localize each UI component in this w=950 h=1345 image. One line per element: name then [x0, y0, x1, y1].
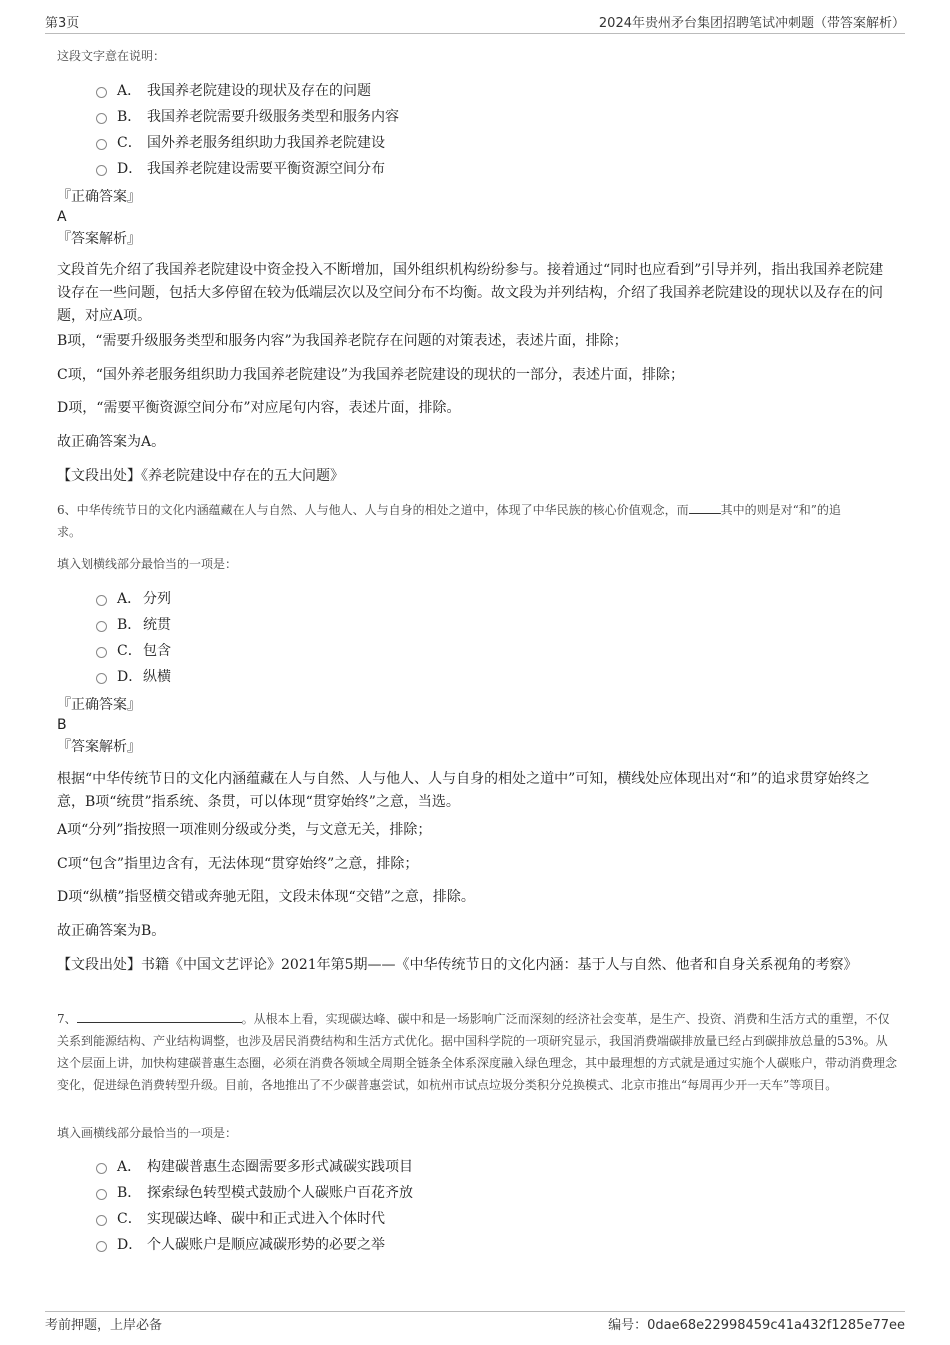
- q5-analysis-paragraph: C项，“国外养老服务组织助力我国养老院建设”为我国养老院建设的现状的一部分，表述片面，排除；: [57, 367, 685, 383]
- option-text: 包含: [143, 643, 171, 659]
- option-text: 国外养老服务组织助力我国养老院建设: [147, 135, 385, 151]
- document-code: [608, 1314, 905, 1333]
- option-text: 我国养老院建设需要平衡资源空间分布: [147, 161, 385, 177]
- q7-option-b[interactable]: [96, 1182, 413, 1202]
- option-text: 构建碳普惠生态圈需要多形式减碳实践项目: [147, 1159, 413, 1175]
- q5-analysis-paragraph: B项，“需要升级服务类型和服务内容”为我国养老院存在问题的对策表述，表述片面，排除；: [57, 333, 628, 349]
- q6-source: 【文段出处】书籍《中国文艺评论》2021年第5期——《中华传统节日的文化内涵：基于人与自然、他者和自身关系视角的考察》: [57, 957, 858, 973]
- q5-option-b[interactable]: [96, 106, 399, 126]
- q6-stem-before: 6、中华传统节日的文化内涵蕴藏在人与自然、人与他人、人与自身的相处之道中，体现了中华民族的核心价值观念，而: [57, 503, 689, 517]
- option-letter: B．: [117, 1185, 142, 1201]
- footer-divider: [45, 1311, 905, 1312]
- q7-stem: [57, 1008, 897, 1096]
- option-letter: C．: [117, 135, 142, 151]
- radio-button-icon[interactable]: [96, 647, 107, 658]
- radio-button-icon[interactable]: [96, 1241, 107, 1252]
- radio-button-icon[interactable]: [96, 621, 107, 632]
- q6-analysis-label: 『答案解析』: [57, 739, 141, 755]
- q5-analysis-paragraph: 文段首先介绍了我国养老院建设中资金投入不断增加，国外组织机构纷纷参与。接着通过“同时也应看到”引导并列，指出我国养老院建设存在一些问题，包括大多停留在较为低端层次以及空间分布不均衡。故文段为并列结构，介绍了我国养老院建设的现状以及存在的问题，对应A项。: [57, 262, 884, 324]
- option-text: 我国养老院建设的现状及存在的问题: [147, 83, 371, 99]
- option-letter: C．: [117, 643, 142, 659]
- q6-option-a[interactable]: [96, 588, 171, 608]
- q5-option-c[interactable]: [96, 132, 385, 152]
- q7-option-a[interactable]: [96, 1156, 413, 1176]
- q5-analysis-label: 『答案解析』: [57, 231, 141, 247]
- page-number: 第3页: [45, 16, 80, 31]
- code-value: 0dae68e22998459c41a432f1285e77ee: [647, 1318, 905, 1333]
- q5-prompt: 这段文字意在说明：: [57, 49, 166, 63]
- option-text: 实现碳达峰、碳中和正式进入个体时代: [147, 1211, 385, 1227]
- radio-button-icon[interactable]: [96, 87, 107, 98]
- header-divider: [45, 33, 905, 34]
- option-letter: D．: [117, 1237, 143, 1253]
- q6-answer: B: [57, 717, 67, 733]
- q6-analysis-paragraph: C项“包含”指里边含有，无法体现“贯穿始终”之意，排除；: [57, 856, 419, 872]
- radio-button-icon[interactable]: [96, 1189, 107, 1200]
- q6-option-c[interactable]: [96, 640, 171, 660]
- radio-button-icon[interactable]: [96, 1215, 107, 1226]
- fill-in-blank: [689, 501, 721, 514]
- radio-button-icon[interactable]: [96, 1163, 107, 1174]
- option-text: 个人碳账户是顺应减碳形势的必要之举: [147, 1237, 385, 1253]
- option-letter: A．: [117, 1159, 142, 1175]
- q7-number: 7、: [57, 1012, 77, 1026]
- footer-slogan: 考前押题，上岸必备: [45, 1318, 163, 1333]
- option-text: 分列: [143, 591, 171, 607]
- q7-option-d[interactable]: [96, 1234, 385, 1254]
- radio-button-icon[interactable]: [96, 139, 107, 150]
- q6-analysis-paragraph: 故正确答案为B。: [57, 923, 166, 939]
- option-letter: D．: [117, 161, 143, 177]
- q5-answer-label: 『正确答案』: [57, 189, 141, 205]
- radio-button-icon[interactable]: [96, 595, 107, 606]
- fill-in-blank: [77, 1010, 242, 1023]
- option-text: 我国养老院需要升级服务类型和服务内容: [147, 109, 399, 125]
- option-letter: C．: [117, 1211, 142, 1227]
- q6-option-d[interactable]: [96, 666, 171, 686]
- option-text: 探索绿色转型模式鼓励个人碳账户百花齐放: [147, 1185, 413, 1201]
- q6-prompt: 填入划横线部分最恰当的一项是：: [57, 557, 238, 571]
- q6-option-b[interactable]: [96, 614, 171, 634]
- q6-analysis-paragraph: D项“纵横”指竖横交错或奔驰无阻，文段未体现“交错”之意，排除。: [57, 889, 475, 905]
- q5-option-d[interactable]: [96, 158, 385, 178]
- q6-stem: [57, 499, 857, 543]
- q6-analysis-paragraph: A项“分列”指按照一项准则分级或分类，与文意无关，排除；: [57, 822, 432, 838]
- radio-button-icon[interactable]: [96, 113, 107, 124]
- option-letter: A．: [117, 83, 142, 99]
- q7-prompt: 填入画横线部分最恰当的一项是：: [57, 1126, 238, 1140]
- option-letter: B．: [117, 617, 142, 633]
- option-letter: D．: [117, 669, 143, 685]
- q5-answer: A: [57, 209, 67, 225]
- option-letter: A．: [117, 591, 142, 607]
- q6-analysis-paragraph: 根据“中华传统节日的文化内涵蕴藏在人与自然、人与他人、人与自身的相处之道中”可知，横线处应体现出对“和”的追求贯穿始终之意，B项“统贯”指系统、条贯，可以体现“贯穿始终”之意，当选。: [57, 771, 870, 810]
- q7-option-c[interactable]: [96, 1208, 385, 1228]
- q5-analysis-paragraph: D项，“需要平衡资源空间分布”对应尾句内容，表述片面，排除。: [57, 400, 461, 416]
- q5-analysis-paragraph: 故正确答案为A。: [57, 434, 166, 450]
- q6-stem-after: 其中的则是对“和”的追求。: [57, 503, 841, 539]
- document-title: 2024年贵州矛台集团招聘笔试冲刺题（带答案解析）: [598, 16, 905, 31]
- code-label: 编号：: [608, 1318, 648, 1333]
- option-letter: B．: [117, 109, 142, 125]
- q7-stem-text: 。从根本上看，实现碳达峰、碳中和是一场影响广泛而深刻的经济社会变革，是生产、投资、消费和生活方式的重塑，不仅关系到能源结构、产业结构调整，也涉及居民消费结构和生活方式优化。据中国科学院的一项研究显示，我国消费端碳排放量已经占到碳排放总量的53%。从这个层面上讲，加快构建碳普惠生态圈，必须在消费各领域全周期全链条全体系深度融入绿色理念，其中最理想的方式就是通过实施个人碳账户，带动消费理念变化，促进绿色消费转型升级。目前，各地推出了不少碳普惠尝试，如杭州市试点垃圾分类积分兑换模式、北京市推出“每周再少开一天车”等项目。: [57, 1012, 898, 1092]
- option-text: 统贯: [143, 617, 171, 633]
- q5-option-a[interactable]: [96, 80, 371, 100]
- option-text: 纵横: [143, 669, 171, 685]
- q5-source: 【文段出处】《养老院建设中存在的五大问题》: [57, 468, 344, 484]
- q6-answer-label: 『正确答案』: [57, 697, 141, 713]
- radio-button-icon[interactable]: [96, 165, 107, 176]
- radio-button-icon[interactable]: [96, 673, 107, 684]
